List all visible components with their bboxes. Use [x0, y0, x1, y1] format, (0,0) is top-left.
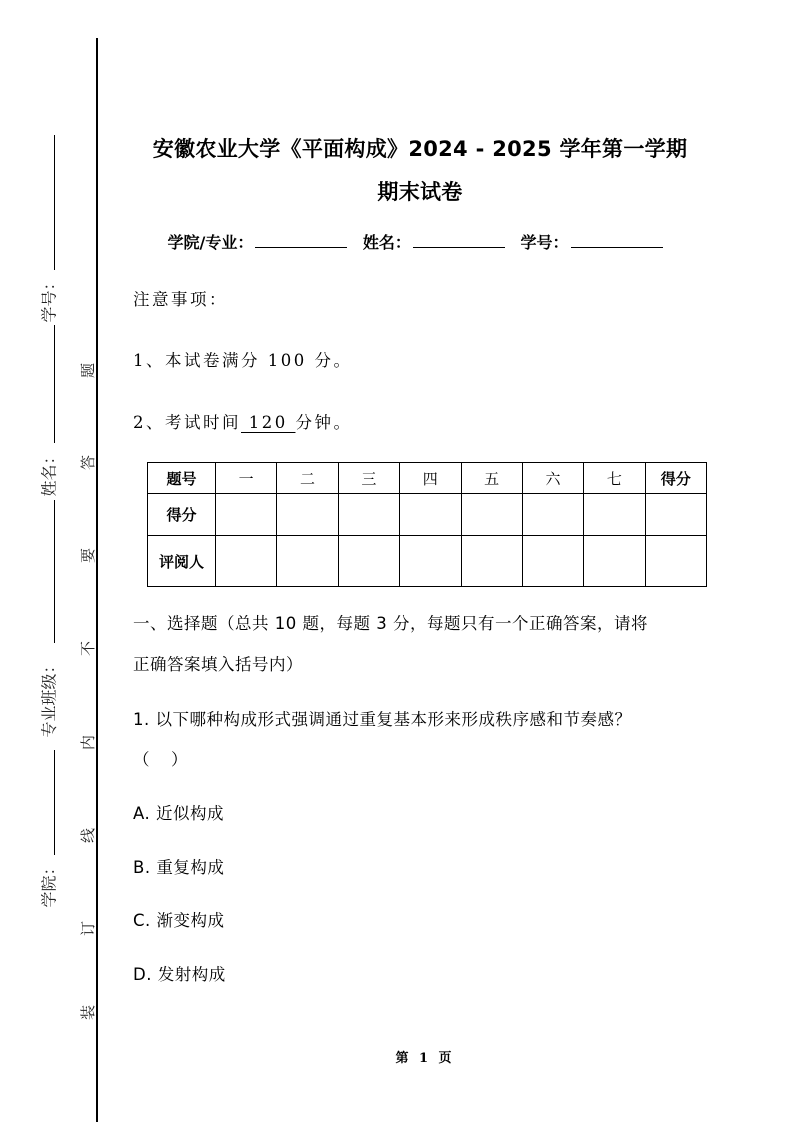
student-info-line: [120, 230, 720, 253]
seal-char: 订: [79, 920, 98, 936]
seal-char: 不: [79, 640, 98, 656]
header-cell: 三: [338, 463, 399, 494]
reviewer-row: [148, 536, 707, 587]
section-heading-line-1: 一、选择题（总共 10 题，每题 3 分，每题只有一个正确答案，请将: [133, 614, 648, 633]
option-text: 渐变构成: [156, 911, 225, 930]
score-cell[interactable]: [522, 494, 583, 536]
option-b[interactable]: [133, 854, 224, 878]
option-a[interactable]: [133, 800, 224, 824]
score-table-header-row: [148, 463, 707, 494]
option-letter: D.: [133, 965, 152, 984]
seal-char: 线: [79, 827, 98, 843]
student-id-label: 学号：: [520, 233, 569, 252]
note-item-2-prefix: 2、考试时间: [133, 413, 241, 432]
note-item-2: [133, 409, 352, 433]
note-item-1: 1、本试卷满分 100 分。: [133, 351, 353, 370]
reviewer-cell[interactable]: [522, 536, 583, 587]
option-letter: B.: [133, 858, 151, 877]
score-cell[interactable]: [584, 494, 645, 536]
reviewer-cell[interactable]: [400, 536, 461, 587]
name-field[interactable]: [413, 233, 505, 248]
header-cell: 五: [461, 463, 522, 494]
college-major-label: 学院/专业：: [167, 233, 254, 252]
margin-label-name: 姓名：: [39, 447, 59, 497]
score-cell[interactable]: [338, 494, 399, 536]
question-1-stem: 1. 以下哪种构成形式强调通过重复基本形来形成秩序感和节奏感？: [133, 710, 632, 729]
score-cell[interactable]: [400, 494, 461, 536]
seal-char: 内: [79, 734, 98, 750]
note-item-2-suffix: 分钟。: [295, 413, 353, 432]
option-letter: C.: [133, 911, 151, 930]
header-cell: 六: [522, 463, 583, 494]
college-fill-line[interactable]: [54, 750, 55, 855]
score-cell[interactable]: [461, 494, 522, 536]
college-major-field[interactable]: [255, 233, 347, 248]
seal-char: 答: [79, 454, 98, 470]
score-cell[interactable]: [645, 494, 706, 536]
binding-rule: [96, 38, 98, 1122]
section-heading-line-2: 正确答案填入括号内）: [133, 655, 303, 674]
option-d[interactable]: [133, 961, 226, 985]
class-fill-line[interactable]: [54, 500, 55, 643]
reviewer-cell[interactable]: [461, 536, 522, 587]
exam-title: 安徽农业大学《平面构成》2024 - 2025 学年第一学期: [152, 137, 688, 161]
row-label-score: 得分: [148, 494, 216, 536]
margin-label-student-id: 学号：: [39, 273, 59, 323]
name-label: 姓名：: [362, 233, 411, 252]
option-text: 重复构成: [156, 858, 225, 877]
student-id-field[interactable]: [571, 233, 663, 248]
score-table: [147, 462, 707, 587]
option-text: 发射构成: [157, 965, 226, 984]
page-number: 第 1 页: [395, 1051, 455, 1066]
seal-char: 题: [79, 362, 98, 378]
reviewer-cell[interactable]: [216, 536, 277, 587]
header-cell: 二: [277, 463, 338, 494]
header-cell: 一: [216, 463, 277, 494]
row-label-reviewer: 评阅人: [148, 536, 216, 587]
score-row: [148, 494, 707, 536]
reviewer-cell[interactable]: [645, 536, 706, 587]
student-id-fill-line[interactable]: [54, 135, 55, 270]
score-cell[interactable]: [216, 494, 277, 536]
name-fill-line[interactable]: [54, 325, 55, 443]
seal-char: 装: [79, 1004, 98, 1020]
exam-subtitle: 期末试卷: [377, 180, 463, 204]
reviewer-cell[interactable]: [338, 536, 399, 587]
reviewer-cell[interactable]: [584, 536, 645, 587]
notes-heading: 注意事项：: [133, 290, 228, 309]
option-letter: A.: [133, 804, 151, 823]
header-cell-total: 得分: [645, 463, 706, 494]
header-cell: 四: [400, 463, 461, 494]
margin-label-college: 学院：: [39, 858, 59, 908]
score-cell[interactable]: [277, 494, 338, 536]
header-cell-question-no: 题号: [148, 463, 216, 494]
exam-duration-value: 120: [241, 413, 296, 432]
question-1-answer-blank[interactable]: （ ）: [133, 750, 190, 769]
reviewer-cell[interactable]: [277, 536, 338, 587]
margin-label-major-class: 专业班级：: [39, 656, 59, 738]
option-text: 近似构成: [156, 804, 224, 823]
seal-char: 要: [79, 547, 98, 563]
header-cell: 七: [584, 463, 645, 494]
option-c[interactable]: [133, 907, 225, 931]
